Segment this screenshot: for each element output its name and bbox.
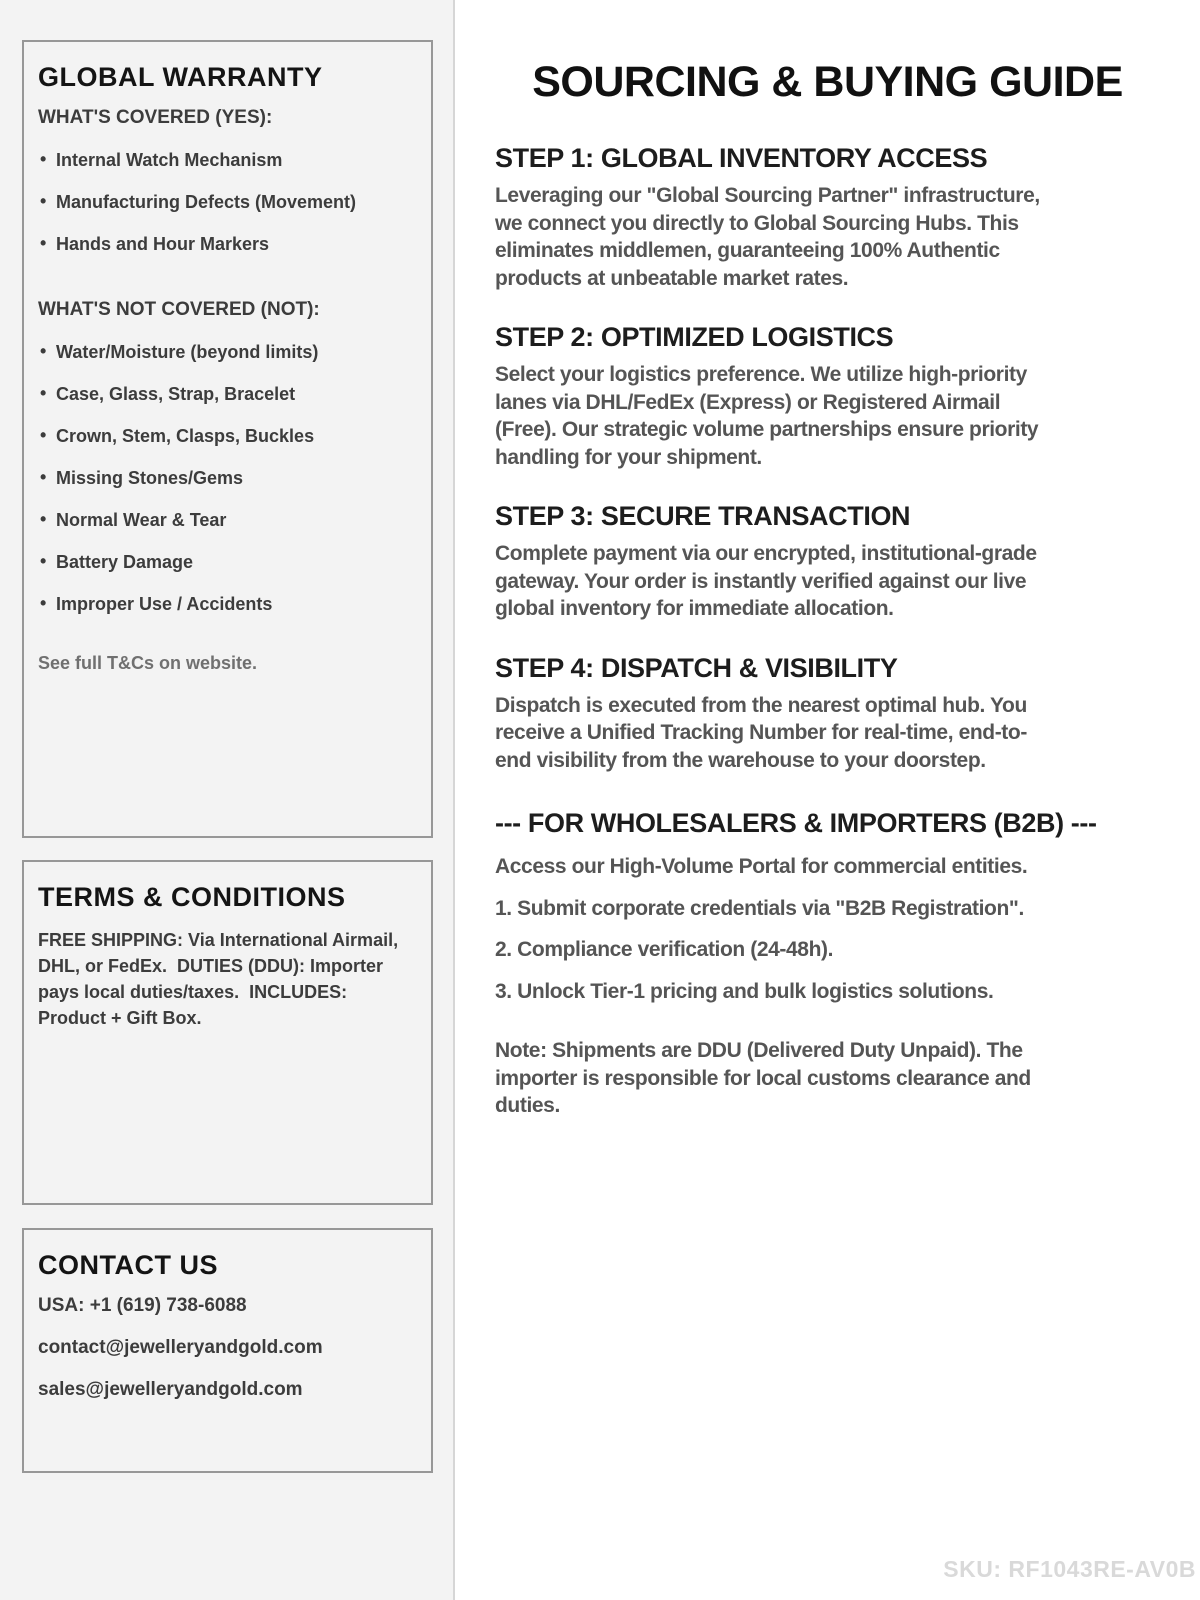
warranty-title: GLOBAL WARRANTY — [38, 62, 323, 92]
b2b-step-3: 3. Unlock Tier-1 pricing and bulk logistics solutions. — [495, 979, 994, 1003]
covered-list — [38, 149, 415, 255]
list-item: • Hands and Hour Markers — [38, 233, 415, 255]
step-4-heading: STEP 4: DISPATCH & VISIBILITY — [495, 652, 898, 683]
not-covered-heading: WHAT'S NOT COVERED (NOT): — [38, 299, 320, 320]
list-item: • Crown, Stem, Clasps, Buckles — [38, 425, 415, 447]
main-content — [457, 0, 1200, 1600]
b2b-step-2: 2. Compliance verification (24-48h). — [495, 938, 834, 961]
contact-email: contact@jewelleryandgold.com — [38, 1337, 323, 1358]
b2b-step-1: 1. Submit corporate credentials via "B2B Registration". — [495, 896, 1024, 920]
section-step-1 — [495, 143, 1160, 292]
list-item: • Internal Watch Mechanism — [38, 149, 415, 171]
step-3-body: Complete payment via our encrypted, institutional-grade gateway. Your order is instantly verified against our live global inventory for immediate allocation. — [495, 542, 1037, 620]
warranty-box — [22, 40, 433, 838]
step-4-body: Dispatch is executed from the nearest optimal hub. You receive a Unified Tracking Number for real-time, end-to-end visibility from the warehouse to your doorstep. — [495, 693, 1027, 772]
step-1-body: Leveraging our "Global Sourcing Partner" infrastructure, we connect you directly to Global Sourcing Hubs. This eliminates middlemen, guaranteeing 100% Authentic products at unbeatable market rates. — [495, 184, 1040, 290]
list-item: • Missing Stones/Gems — [38, 467, 415, 489]
list-item: • Battery Damage — [38, 551, 415, 573]
b2b-note: Note: Shipments are DDU (Delivered Duty Unpaid). The importer is responsible for local customs clearance and duties. — [495, 1039, 1031, 1117]
sku-label: SKU: RF1043RE-AV0B — [943, 1556, 1196, 1582]
step-3-heading: STEP 3: SECURE TRANSACTION — [495, 501, 911, 531]
list-item: • Improper Use / Accidents — [38, 593, 415, 615]
sidebar — [0, 0, 455, 1600]
not-covered-list — [38, 341, 415, 615]
step-2-body: Select your logistics preference. We utilize high-priority lanes via DHL/FedEx (Express) or Registered Airmail (Free). Our strategic volume partnerships ensure priority handling for your shipment. — [495, 363, 1039, 469]
b2b-intro: Access our High-Volume Portal for commercial entities. — [495, 855, 1028, 878]
list-item: • Water/Moisture (beyond limits) — [38, 341, 415, 363]
terms-box — [22, 860, 433, 1205]
contact-phone: USA: +1 (619) 738-6088 — [38, 1295, 247, 1316]
section-step-4 — [495, 653, 1160, 775]
list-item: • Manufacturing Defects (Movement) — [38, 191, 415, 213]
section-b2b — [495, 808, 1160, 1120]
b2b-heading: --- FOR WHOLESALERS & IMPORTERS (B2B) --- — [495, 808, 1097, 838]
warranty-footnote: See full T&Cs on website. — [38, 653, 258, 673]
section-step-2 — [495, 322, 1160, 471]
list-item: • Normal Wear & Tear — [38, 509, 415, 531]
contact-sales-email: sales@jewelleryandgold.com — [38, 1379, 303, 1400]
contact-box — [22, 1228, 433, 1473]
contact-title: CONTACT US — [38, 1250, 218, 1280]
section-step-3 — [495, 501, 1160, 623]
terms-body: FREE SHIPPING: Via International Airmail, DHL, or FedEx. DUTIES (DDU): Importer pays local duties/taxes. INCLUDES: Product + Gift Box. — [38, 930, 404, 1028]
covered-heading: WHAT'S COVERED (YES): — [38, 107, 273, 128]
list-item: • Case, Glass, Strap, Bracelet — [38, 383, 415, 405]
step-2-heading: STEP 2: OPTIMIZED LOGISTICS — [495, 322, 894, 352]
terms-title: TERMS & CONDITIONS — [38, 882, 346, 912]
step-1-heading: STEP 1: GLOBAL INVENTORY ACCESS — [495, 143, 988, 173]
page-title: SOURCING & BUYING GUIDE — [532, 58, 1123, 106]
